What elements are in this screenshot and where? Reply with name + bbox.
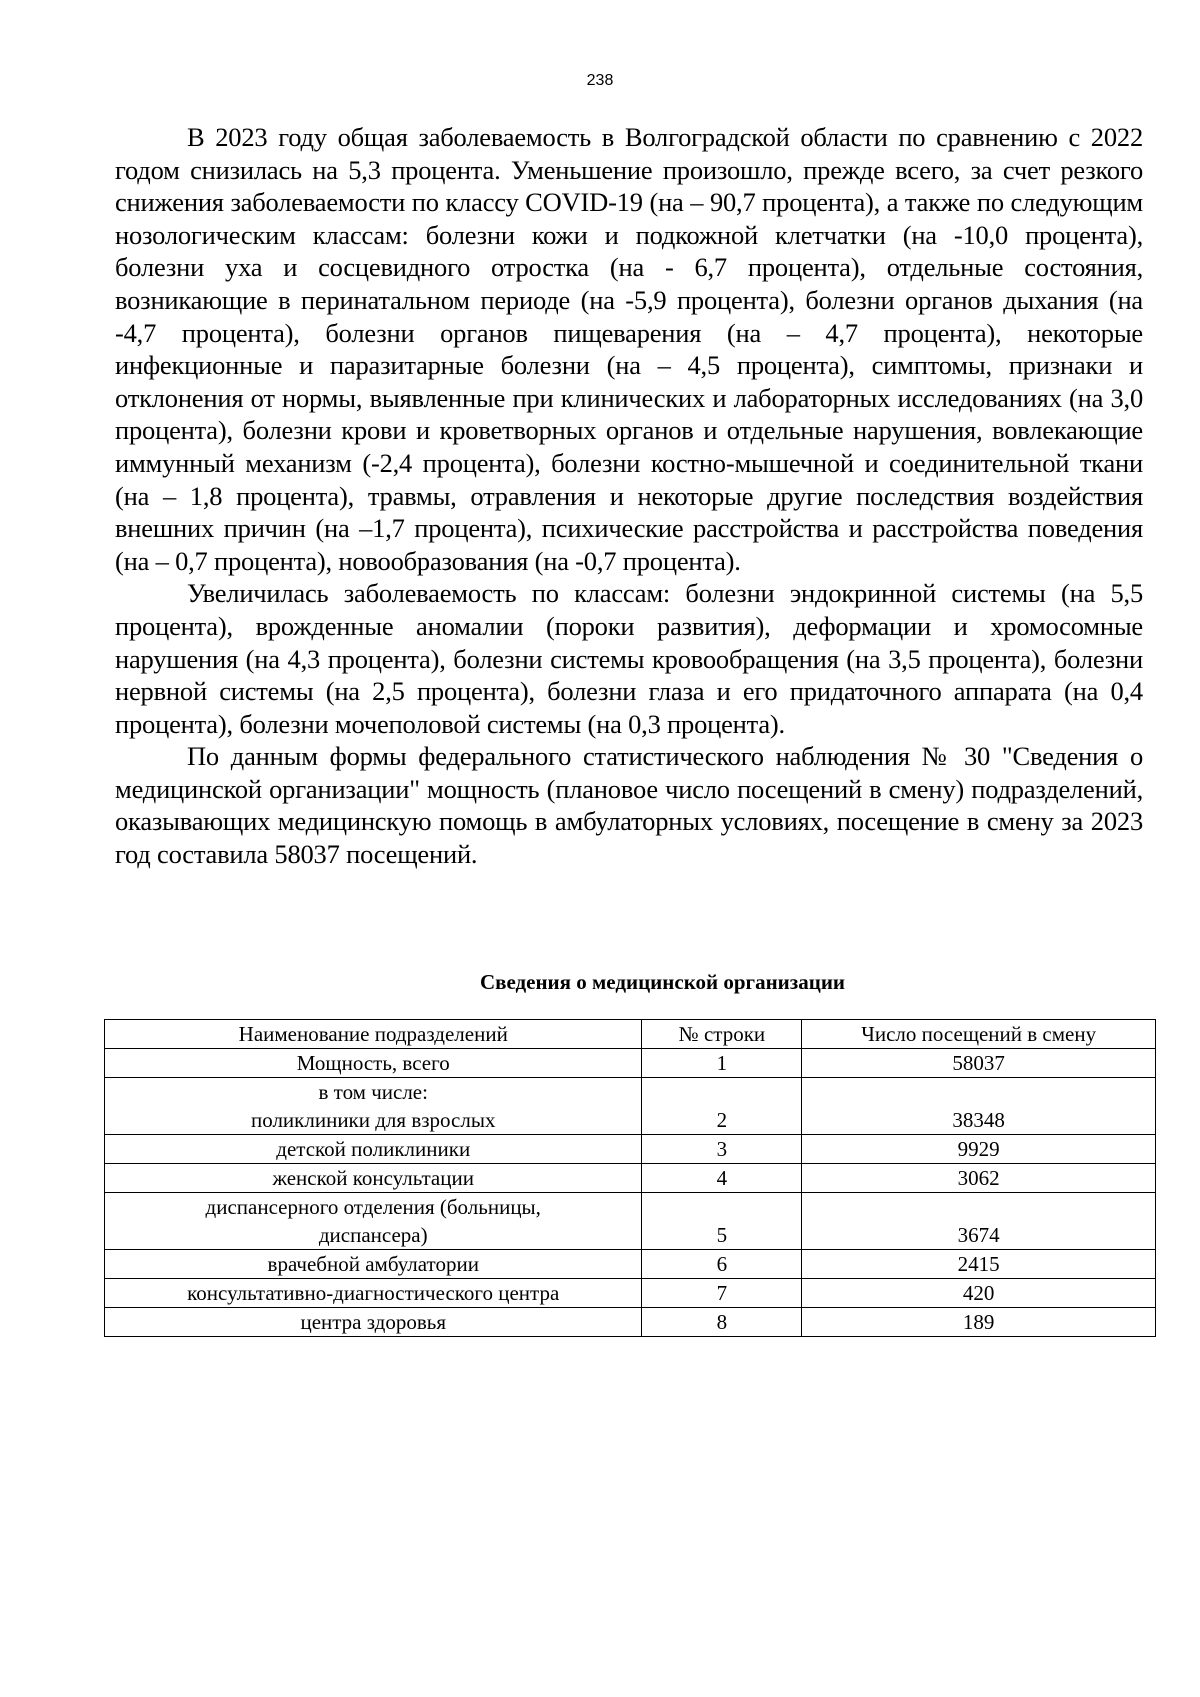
paragraph-morbidity-increase: Увеличилась заболеваемость по классам: болезни эндокринной системы (на 5,5 процента), врожденные аномалии (пороки развития), деформации и хромосомные нарушения (на 4,3 процента), болезни системы кровообращения (на 3,5 процента), болезни нервной системы (на 2,5 процента), болезни глаза и его придаточного аппарата (на 0,4 процента), болезни мочеполовой системы (на 0,3 процента). — [115, 578, 1143, 739]
table-row — [105, 1193, 1156, 1250]
table-header-row — [105, 1020, 1156, 1049]
table-row — [105, 1078, 1156, 1135]
row-unit-name — [105, 1193, 642, 1250]
row-line-number: 2 — [642, 1078, 802, 1135]
paragraph-visit-capacity: По данным формы федерального статистического наблюдения № 30 "Сведения о медицинской организации" мощность (плановое число посещений в смену) подразделений, оказывающих медицинскую помощь в амбулаторных условиях, посещение в смену за 2023 год составила 58037 посещений. — [115, 741, 1143, 870]
row-unit-name-line2: поликлиники для взрослых — [250, 1108, 496, 1132]
row-visits: 420 — [802, 1279, 1156, 1308]
row-visits: 3674 — [802, 1193, 1156, 1250]
row-visits: 58037 — [802, 1049, 1156, 1078]
row-unit-name: центра здоровья — [105, 1308, 642, 1337]
table-row — [105, 1308, 1156, 1337]
row-line-number: 4 — [642, 1164, 802, 1193]
table-title: Сведения о медицинской организации — [479, 970, 846, 994]
table-row — [105, 1279, 1156, 1308]
row-visits: 2415 — [802, 1250, 1156, 1279]
row-unit-name: консультативно-диагностического центра — [105, 1279, 642, 1308]
page-number: 238 — [586, 72, 614, 89]
table-row — [105, 1250, 1156, 1279]
table-row — [105, 1135, 1156, 1164]
row-line-number: 5 — [642, 1193, 802, 1250]
row-line-number: 3 — [642, 1135, 802, 1164]
row-unit-name: женской консультации — [105, 1164, 642, 1193]
row-visits: 3062 — [802, 1164, 1156, 1193]
row-unit-name: врачебной амбулатории — [105, 1250, 642, 1279]
row-line-number: 6 — [642, 1250, 802, 1279]
body-text — [115, 121, 1143, 871]
row-unit-name: Мощность, всего — [105, 1049, 642, 1078]
table-row — [105, 1164, 1156, 1193]
row-line-number: 7 — [642, 1279, 802, 1308]
medical-organization-table — [104, 1019, 1156, 1337]
table-row — [105, 1049, 1156, 1078]
header-visits-per-shift: Число посещений в смену — [802, 1020, 1156, 1049]
row-visits: 189 — [802, 1308, 1156, 1337]
row-unit-name: детской поликлиники — [105, 1135, 642, 1164]
paragraph-morbidity-decrease: В 2023 году общая заболеваемость в Волгоградской области по сравнению с 2022 годом снизилась на 5,3 процента. Уменьшение произошло, прежде всего, за счет резкого снижения заболеваемости по классу COVID-19 (на – 90,7 процента), а также по следующим нозологическим классам: болезни кожи и подкожной клетчатки (на -10,0 процента), болезни уха и сосцевидного отростка (на - 6,7 процента), отдельные состояния, возникающие в перинатальном периоде (на -5,9 процента), болезни органов дыхания (на -4,7 процента), болезни органов пищеварения (на – 4,7 процента), некоторые инфекционные и паразитарные болезни (на – 4,5 процента), симптомы, признаки и отклонения от нормы, выявленные при клинических и лабораторных исследованиях (на 3,0 процента), болезни крови и кроветворных органов и отдельные нарушения, вовлекающие иммунный механизм (-2,4 процента), болезни костно-мышечной и соединительной ткани (на – 1,8 процента), травмы, отравления и некоторые другие последствия воздействия внешних причин (на –1,7 процента), психические расстройства и расстройства поведения (на – 0,7 процента), новообразования (на -0,7 процента). — [115, 122, 1143, 576]
row-unit-name — [105, 1078, 642, 1135]
header-unit-name: Наименование подразделений — [105, 1020, 642, 1049]
row-unit-name-line1: диспансерного отделения (больницы, — [205, 1195, 541, 1219]
row-visits: 9929 — [802, 1135, 1156, 1164]
row-line-number: 8 — [642, 1308, 802, 1337]
header-line-number: № строки — [642, 1020, 802, 1049]
row-unit-name-line1: в том числе: — [318, 1080, 428, 1104]
row-line-number: 1 — [642, 1049, 802, 1078]
row-visits: 38348 — [802, 1078, 1156, 1135]
row-unit-name-line2: диспансера) — [318, 1223, 428, 1247]
